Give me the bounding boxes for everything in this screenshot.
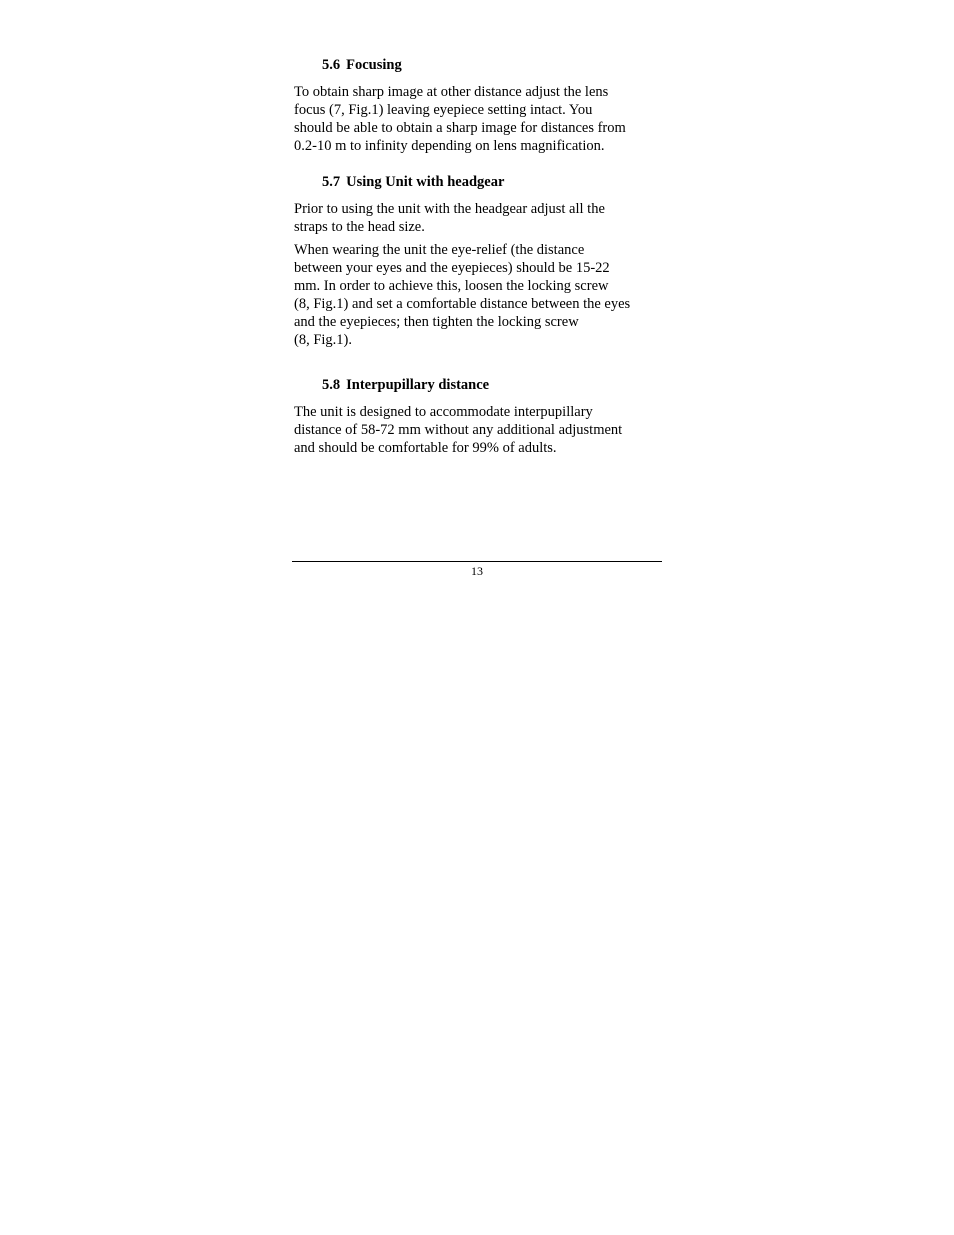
text-line: (8, Fig.1) and set a comfortable distance between the eyes	[294, 296, 631, 312]
text-line: between your eyes and the eyepieces) should be 15-22	[294, 260, 610, 276]
text-line: focus (7, Fig.1) leaving eyepiece setting intact. You	[294, 102, 593, 118]
text-line: and should be comfortable for 99% of adults.	[294, 440, 557, 456]
section-heading-focusing	[322, 56, 402, 74]
text-line: Prior to using the unit with the headgear adjust all the	[294, 201, 605, 217]
text-line: distance of 58-72 mm without any additional adjustment	[294, 422, 623, 438]
paragraph-focusing	[294, 83, 662, 155]
section-number: 5.8	[322, 377, 341, 393]
paragraph-eye-relief	[294, 241, 662, 349]
paragraph-interpupillary	[294, 403, 662, 457]
section-number: 5.6	[322, 57, 341, 73]
section-heading-interpupillary	[322, 376, 489, 394]
section-title: Using Unit with headgear	[346, 174, 505, 190]
paragraph-headgear-straps	[294, 200, 662, 236]
text-line: straps to the head size.	[294, 219, 425, 235]
text-line: (8, Fig.1).	[294, 332, 352, 348]
footer-divider	[292, 561, 662, 562]
section-title: Interpupillary distance	[346, 377, 490, 393]
text-line: 0.2-10 m to infinity depending on lens magnification.	[294, 138, 605, 154]
section-heading-headgear	[322, 173, 504, 191]
section-number: 5.7	[322, 174, 341, 190]
text-line: mm. In order to achieve this, loosen the locking screw	[294, 278, 609, 294]
text-line: The unit is designed to accommodate interpupillary	[294, 404, 593, 420]
page-number: 13	[471, 564, 483, 578]
text-line: When wearing the unit the eye-relief (the distance	[294, 242, 585, 258]
text-line: To obtain sharp image at other distance adjust the lens	[294, 84, 609, 100]
text-line: should be able to obtain a sharp image for distances from	[294, 120, 626, 136]
text-line: and the eyepieces; then tighten the locking screw	[294, 314, 579, 330]
section-title: Focusing	[346, 57, 402, 73]
